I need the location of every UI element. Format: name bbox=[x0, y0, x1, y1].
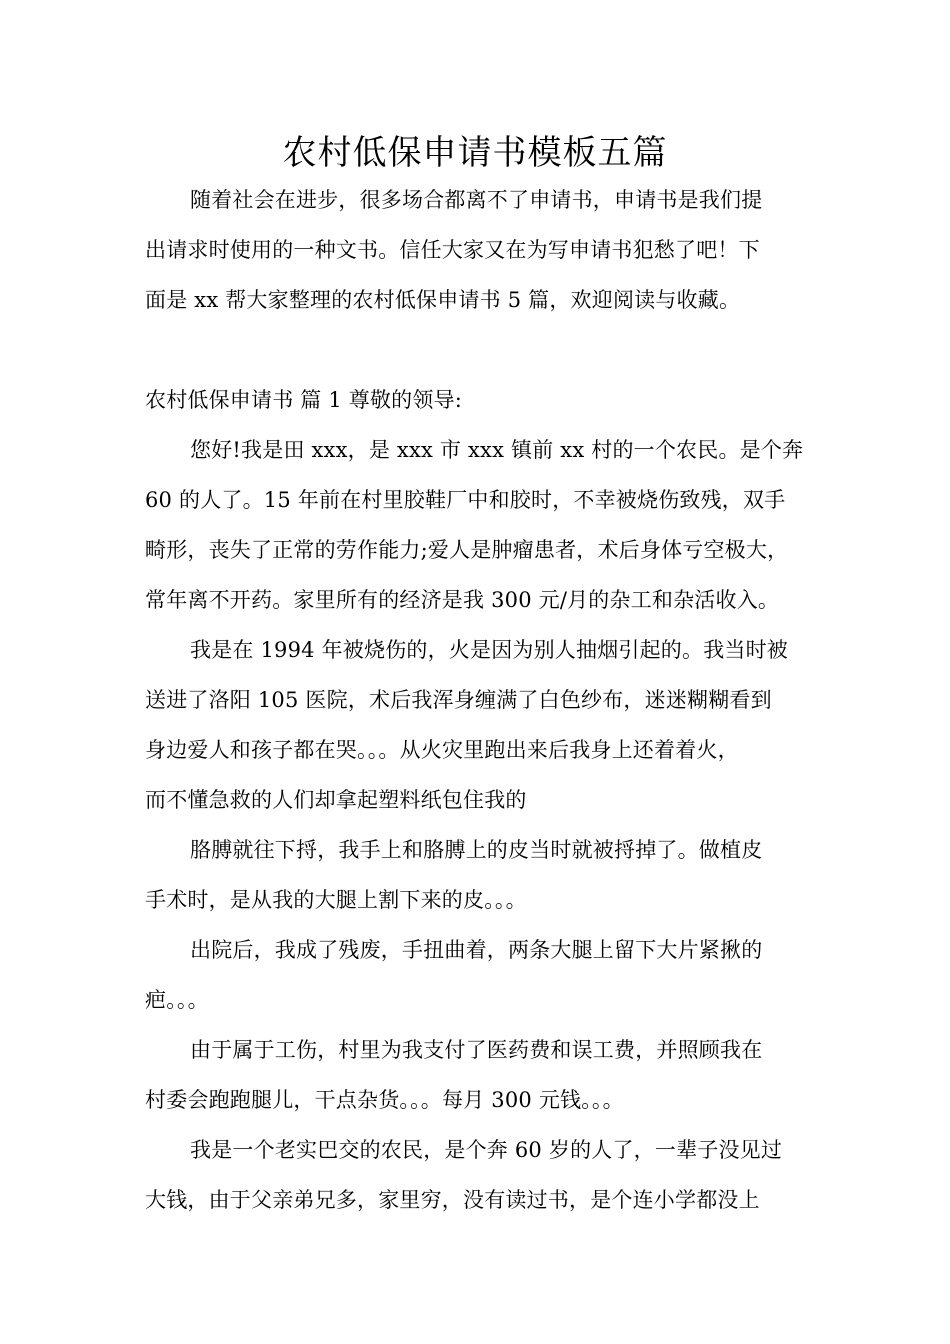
paragraph-line: 随着社会在进步，很多场合都离不了申请书，申请书是我们提 bbox=[190, 188, 763, 212]
paragraph-line: 畸形，丧失了正常的劳作能力;爱人是肿瘤患者，术后身体亏空极大， bbox=[145, 538, 789, 562]
paragraph-line: 出院后，我成了残废，手扭曲着，两条大腿上留下大片紧揪的 bbox=[190, 938, 763, 962]
paragraph-line: 面是 xx 帮大家整理的农村低保申请书 5 篇，欢迎阅读与收藏。 bbox=[145, 288, 741, 312]
paragraph-line: 由于属于工伤，村里为我支付了医药费和误工费，并照顾我在 bbox=[190, 1038, 763, 1062]
paragraph-line: 我是在 1994 年被烧伤的，火是因为别人抽烟引起的。我当时被 bbox=[190, 638, 788, 662]
paragraph-line: 我是一个老实巴交的农民，是个奔 60 岁的人了，一辈子没见过 bbox=[190, 1138, 783, 1162]
paragraph-line: 大钱，由于父亲弟兄多，家里穷，没有读过书，是个连小学都没上 bbox=[145, 1188, 760, 1212]
paragraph-line: 而不懂急救的人们却拿起塑料纸包住我的 bbox=[145, 788, 527, 812]
paragraph-line: 送进了洛阳 105 医院，术后我浑身缠满了白色纱布，迷迷糊糊看到 bbox=[145, 688, 772, 712]
paragraph-line: 常年离不开药。家里所有的经济是我 300 元/月的杂工和杂活收入。 bbox=[145, 588, 780, 612]
document-title: 农村低保申请书模板五篇 bbox=[282, 133, 668, 173]
paragraph-line: 您好!我是田 xxx，是 xxx 市 xxx 镇前 xx 村的一个农民。是个奔 bbox=[190, 438, 804, 462]
paragraph-line: 疤。。。 bbox=[145, 988, 209, 1012]
paragraph-line: 60 的人了。15 年前在村里胶鞋厂中和胶时，不幸被烧伤致残，双手 bbox=[145, 488, 786, 512]
paragraph-line: 胳膊就往下捋，我手上和胳膊上的皮当时就被捋掉了。做植皮 bbox=[190, 838, 763, 862]
paragraph-line: 出请求时使用的一种文书。信任大家又在为写申请书犯愁了吧！下 bbox=[145, 238, 760, 262]
paragraph-line: 村委会跑跑腿儿，干点杂货。。。每月 300 元钱。。。 bbox=[145, 1088, 624, 1112]
section-heading: 农村低保申请书 篇 1 尊敬的领导: bbox=[145, 388, 463, 412]
paragraph-line: 手术时，是从我的大腿上割下来的皮。。。 bbox=[145, 888, 527, 912]
paragraph-line: 身边爱人和孩子都在哭。。。从火灾里跑出来后我身上还着着火， bbox=[145, 738, 739, 762]
